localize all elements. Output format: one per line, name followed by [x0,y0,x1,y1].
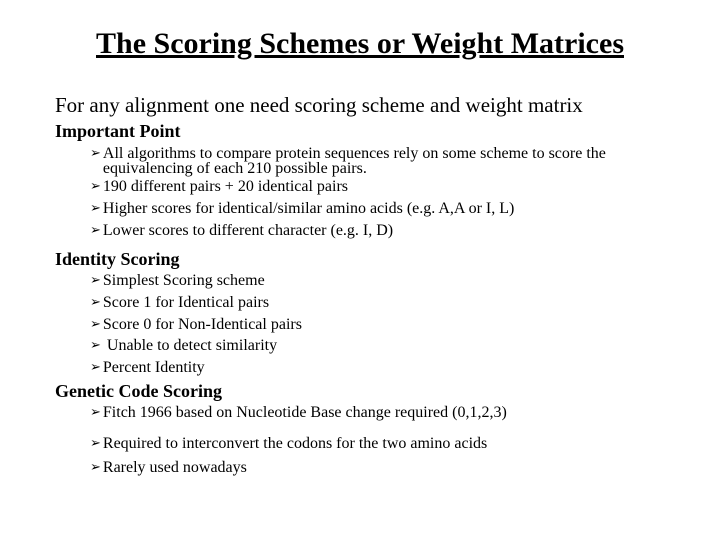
important-point-list [90,143,680,241]
arrow-bullet-icon: ➢ [90,459,101,475]
arrow-bullet-icon: ➢ [90,200,101,216]
bullet-text: Percent Identity [102,359,205,377]
bullet-text: Lower scores to different character (e.g. I, D) [102,221,394,239]
list-item [90,433,680,455]
list-item [90,176,680,198]
list-item [90,143,680,176]
list-item [90,402,680,424]
bullet-text: Simplest Scoring scheme [102,272,265,289]
bullet-text: Unable to detect similarity [102,337,278,355]
bullet-text: Fitch 1966 based on Nucleotide Base change required (0,1,2,3) [102,404,507,421]
bullet-text: 190 different pairs + 20 identical pairs [102,178,349,195]
list-item [90,198,680,220]
bullet-text: Score 0 for Non-Identical pairs [102,315,302,333]
list-item [90,292,680,314]
arrow-bullet-icon: ➢ [90,316,101,332]
list-item [90,314,680,336]
arrow-bullet-icon: ➢ [90,436,101,451]
heading-identity-scoring: Identity Scoring [55,249,180,269]
identity-scoring-list [90,270,680,379]
bullet-text: Rarely used nowadays [102,458,247,476]
heading-genetic-code-scoring: Genetic Code Scoring [55,381,222,401]
arrow-bullet-icon: ➢ [90,405,101,420]
bullet-text: Score 1 for Identical pairs [102,293,270,311]
intro-text: For any alignment one need scoring scheme and weight matrix [55,93,583,117]
arrow-bullet-icon: ➢ [90,294,101,310]
bullet-text: All algorithms to compare protein sequences rely on some scheme to score the equivalencing of each 210 possible pairs. [102,145,606,177]
arrow-bullet-icon: ➢ [90,222,101,238]
arrow-bullet-icon: ➢ [90,179,101,194]
arrow-bullet-icon: ➢ [90,146,101,161]
arrow-bullet-icon: ➢ [90,338,101,354]
heading-important-point: Important Point [55,121,181,141]
list-item [90,270,680,292]
list-item [90,335,680,357]
list-item [90,220,680,242]
arrow-bullet-icon: ➢ [90,360,101,376]
genetic-code-scoring-list-continued [90,433,680,479]
bullet-text: Required to interconvert the codons for the two amino acids [102,435,488,452]
bullet-text: Higher scores for identical/similar amino acids (e.g. A,A or I, L) [102,199,515,217]
slide-title: The Scoring Schemes or Weight Matrices [96,27,624,60]
arrow-bullet-icon: ➢ [90,273,101,288]
list-item [90,457,680,479]
list-item [90,357,680,379]
genetic-code-scoring-list [90,402,680,424]
